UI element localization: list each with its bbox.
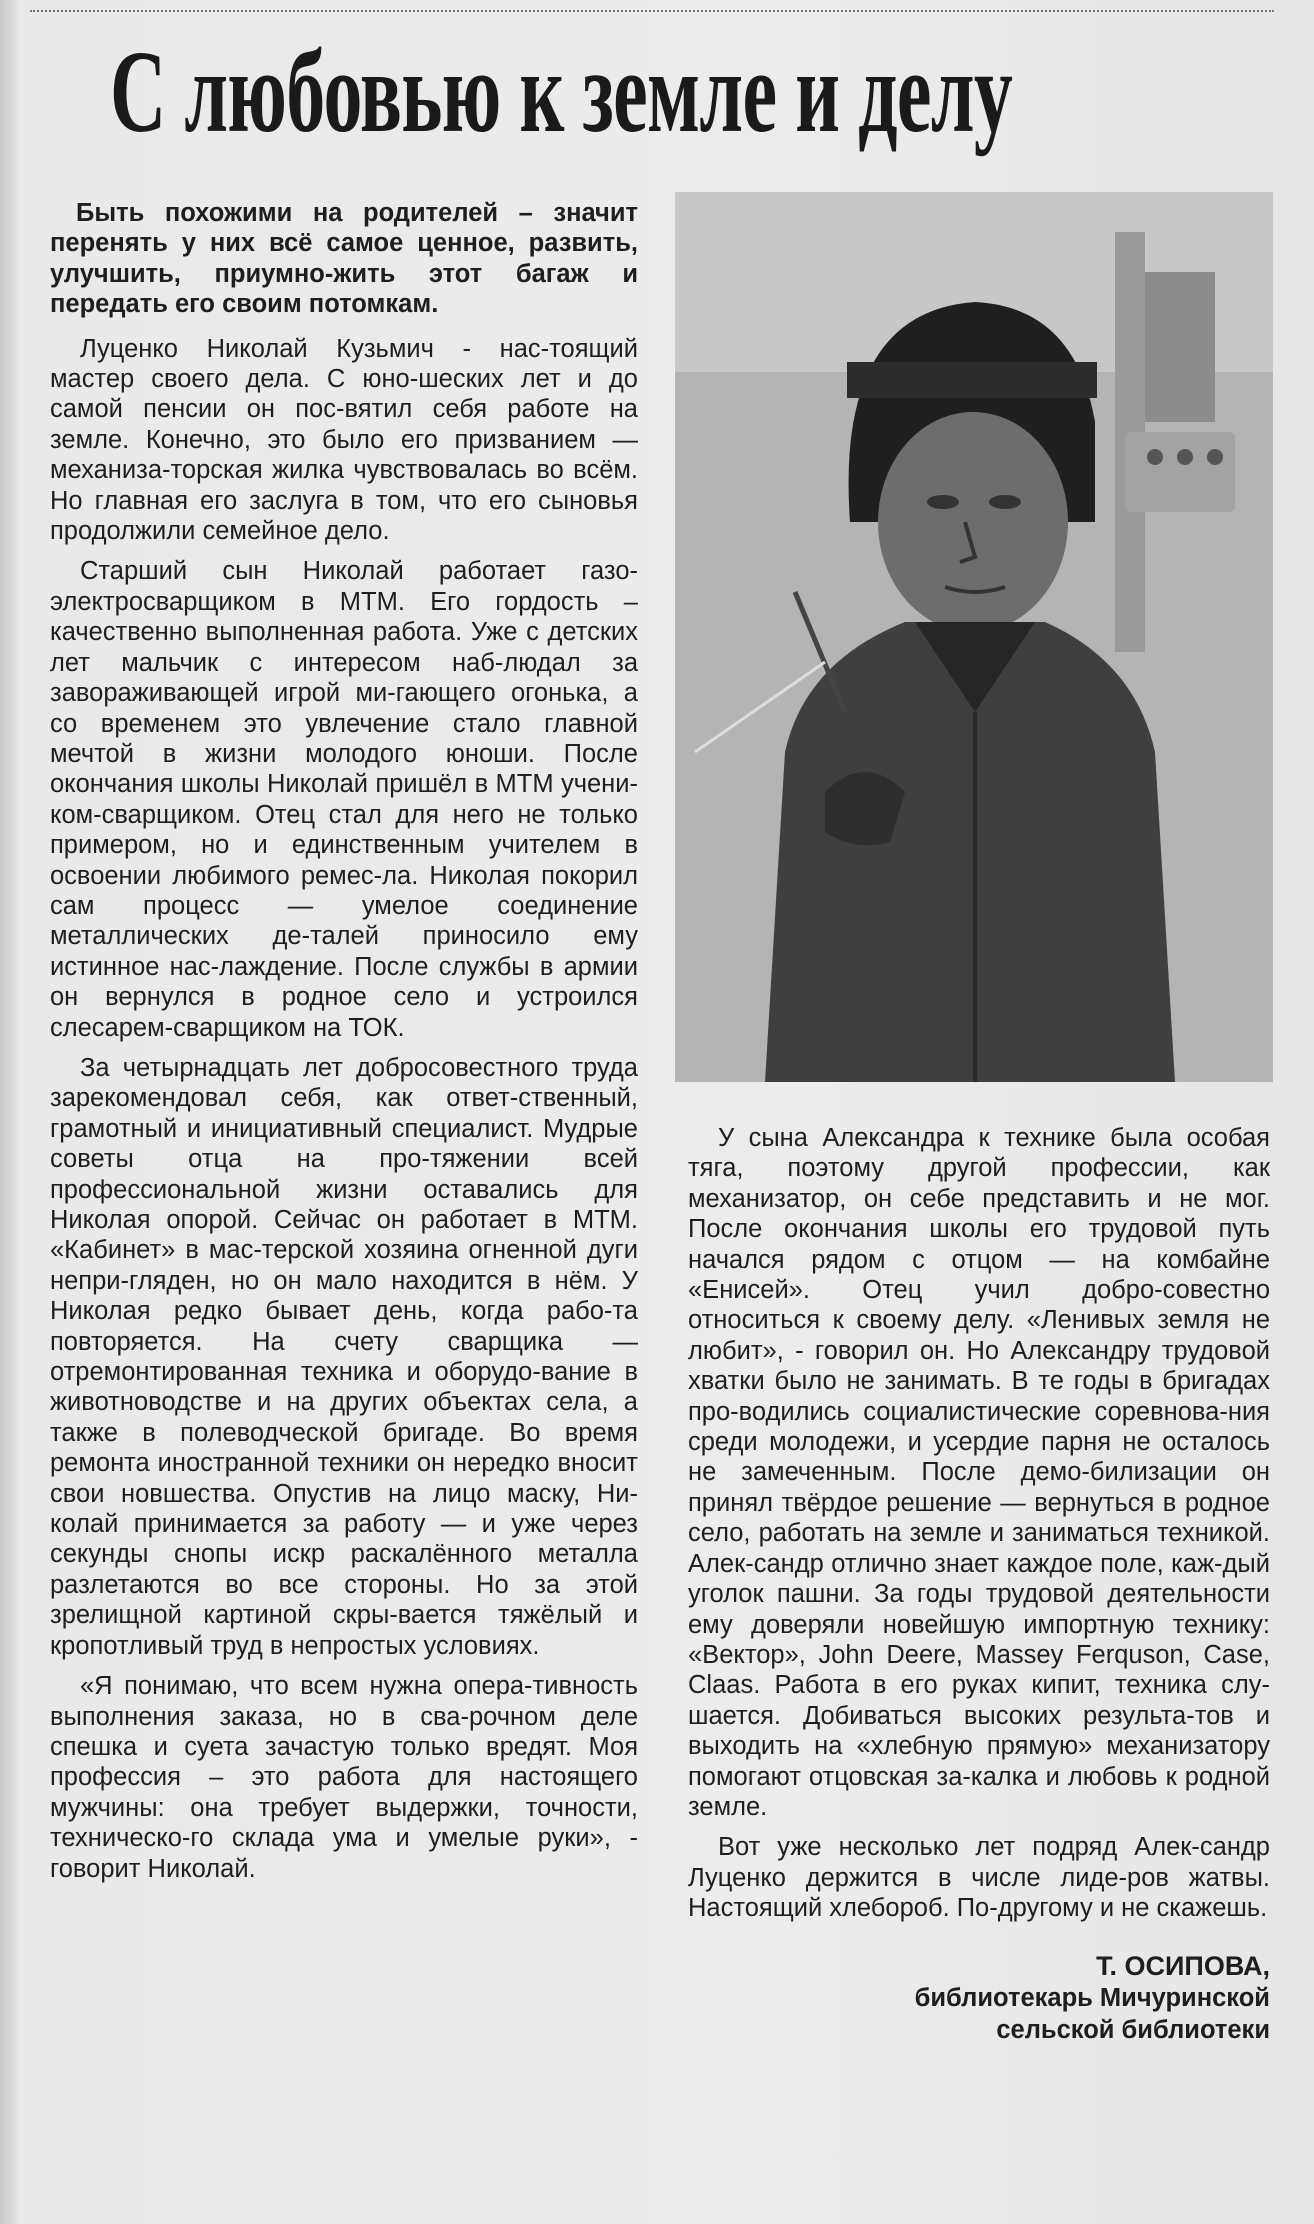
welder-photo [675,192,1273,1082]
body-paragraph-4: «Я понимаю, что всем нужна опера-тивность выполнения заказа, но в сва-рочном деле спешка и суета зачастую только вредят. Моя профессия – это работа для настоящего мужчины: она требует выдержки, точности, техническо-го склада ума и умелые руки», - говорит Николай. [50,1672,638,1883]
author-signature [688,1950,1270,2046]
body-paragraph-6: Вот уже несколько лет подряд Алек-сандр Луценко держится в числе лиде-ров жатвы. Настоящий хлебороб. По-другому и не скажешь. [688,1833,1270,1923]
article-headline: С любовью к земле и делу [110,26,1013,157]
body-paragraph-1: Луценко Николай Кузьмич - нас-тоящий мастер своего дела. С юно-шеских лет и до самой пенсии он пос-вятил себя работе на земле. Конечно, это было его призванием — механиза-торская жилка чувствовалась во всём. Но главная его заслуга в том, что его сыновья продолжили семейное дело. [50,334,638,546]
body-paragraph-2: Старший сын Николай работает газо-электросварщиком в МТМ. Его гордость – качественно выполненная работа. Уже с детских лет мальчик с интересом наб-людал за завораживающей игрой ми-гающего огонька, а со временем это увлечение стало главной мечтой в жизни молодого юноши. После окончания школы Николай пришёл в МТМ учени-ком-сварщиком. Отец стал для него не только примером, но и единственным учителем в освоении любимого ремес-ла. Николая покорил сам процесс — умелое соединение металлических де-талей приносило ему истинное нас-лаждение. После службы в армии он вернулся в родное село и устроился слесарем-сварщиком на ТОК. [50,557,638,1042]
page-edge-shadow [0,0,18,2224]
left-column [50,198,638,1894]
body-paragraph-3: За четырнадцать лет добросовестного труда зарекомендовал себя, как ответ-ственный, грамотный и инициативный специалист. Мудрые советы отца на про-тяжении всей профессиональной жизни оставались для Николая опорой. Сейчас он работает в МТМ. «Кабинет» в мас-терской хозяина огненной дуги непри-гляден, но он мало находится в нём. У Николая редко бывает день, когда рабо-та повторяется. На счету сварщика — отремонтированная техника и оборудо-вание в животноводстве и на других объектах села, а также в полеводческой бригаде. Во время ремонта иностранной техники он нередко вносит свои новшества. Опустив на лицо маску, Ни-колай принимается за работу — и уже через секунды снопы искр раскалённого металла разлетаются во все стороны. Но за этой зрелищной картиной скры-вается тяжёлый и кропотливый труд в непростых условиях. [50,1053,638,1660]
body-paragraph-5: У сына Александра к технике была особая тяга, поэтому другой профессии, как механизатор, он себе представить и не мог. После окончания школы его трудовой путь начался рядом с отцом — на комбайне «Енисей». Отец учил добро-совестно относиться к своему делу. «Ленивых земля не любит», - говорил он. Но Александру трудовой хватки было не занимать. В те годы в бригадах про-водились социалистические соревнова-ния среди молодежи, и усердие парня не осталось не замеченным. После демо-билизации он принял твёрдое решение — вернуться в родное село, работать на земле и заниматься техникой. Алек-сандр отлично знает каждое поле, каж-дый уголок пашни. За годы трудовой деятельности ему доверяли новейшую импортную технику: «Вектор», John Deere, Massey Ferquson, Case, Claas. Работа в его руках кипит, техника слу-шается. Добиваться высоких результа-тов и выходить на «хлебную прямую» механизатору помогают отцовская за-калка и любовь к родной земле. [688,1124,1270,1821]
author-role-line-1: библиотекарь Мичуринской [914,1983,1270,2012]
author-role-line-2: сельской библиотеки [996,2015,1270,2044]
lead-paragraph: Быть похожими на родителей – значит перенять у них всё самое ценное, развить, улучшить, приумно-жить этот багаж и передать его своим потомкам. [50,199,638,319]
top-rule [30,0,1274,12]
right-column [688,1123,1270,2046]
welder-photo-illustration [675,192,1273,1082]
author-name: Т. ОСИПОВА, [1096,1950,1270,1981]
